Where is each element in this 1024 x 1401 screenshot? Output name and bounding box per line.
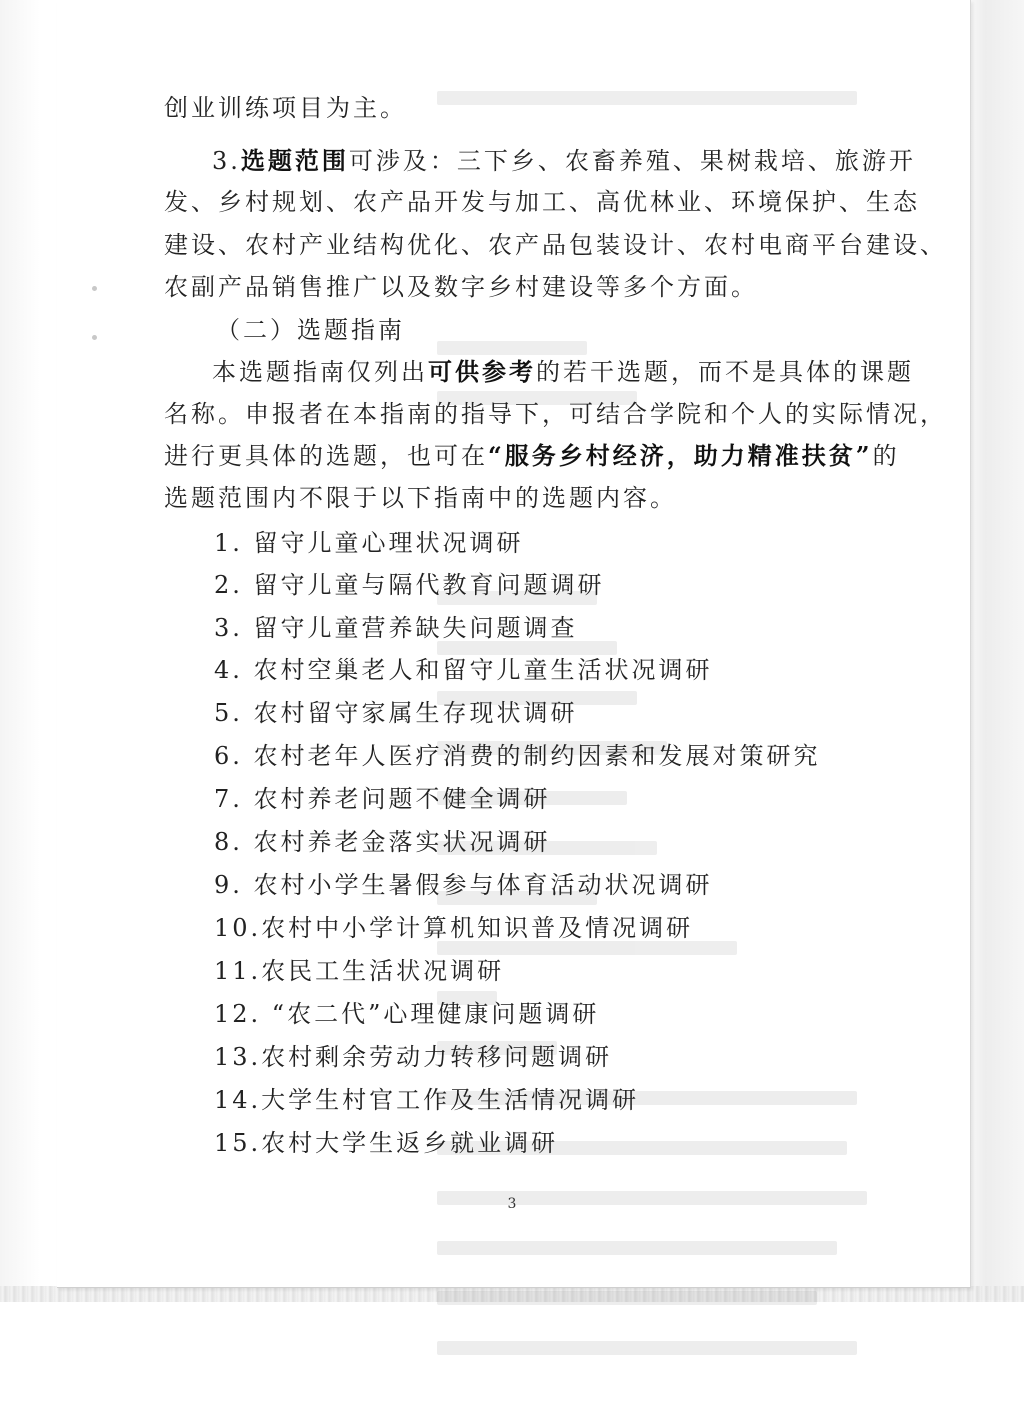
paragraph-line — [212, 146, 916, 176]
scan-speck — [92, 335, 97, 340]
bold-term: 选题范围 — [240, 146, 349, 175]
list-item: 8. 农村养老金落实状况调研 — [214, 828, 551, 856]
paragraph-line — [164, 441, 900, 471]
list-item: 11.农民工生活状况调研 — [214, 957, 505, 985]
list-item: 4. 农村空巢老人和留守儿童生活状况调研 — [214, 656, 713, 684]
paragraph-line: 建设、农村产业结构优化、农产品包装设计、农村电商平台建设、 — [164, 231, 947, 259]
list-item: 15.农村大学生返乡就业调研 — [214, 1129, 559, 1157]
list-item: 3. 留守儿童营养缺失问题调查 — [214, 614, 578, 642]
list-item: 9. 农村小学生暑假参与体育活动状况调研 — [214, 871, 713, 899]
list-item: 6. 农村老年人医疗消费的制约因素和发展对策研究 — [214, 742, 821, 770]
list-item: 13.农村剩余劳动力转移问题调研 — [214, 1043, 613, 1071]
list-item: 10.农村中小学计算机知识普及情况调研 — [214, 914, 694, 942]
page-number: 3 — [507, 1196, 517, 1212]
text-run: 可涉及：三下乡、农畜养殖、果树栽培、旅游开 — [348, 147, 916, 175]
paragraph-line — [212, 357, 914, 387]
list-item: 5. 农村留守家属生存现状调研 — [214, 699, 578, 727]
paragraph-line: 创业训练项目为主。 — [164, 94, 407, 122]
text-run: 本选题指南仅列出 — [212, 358, 428, 386]
scan-speck — [92, 286, 97, 291]
scan-edge — [0, 1286, 1024, 1302]
paragraph-line: 名称。申报者在本指南的指导下，可结合学院和个人的实际情况， — [164, 400, 947, 428]
paragraph-line: 选题范围内不限于以下指南中的选题内容。 — [164, 484, 677, 512]
list-item: 1. 留守儿童心理状况调研 — [214, 529, 524, 557]
text-run: 进行更具体的选题，也可在 — [164, 442, 488, 470]
text-run: 的 — [872, 442, 900, 470]
paragraph-line: 农副产品销售推广以及数字乡村建设等多个方面。 — [164, 273, 758, 301]
text-run: 的若干选题，而不是具体的课题 — [536, 358, 914, 386]
list-item: 7. 农村养老问题不健全调研 — [214, 785, 551, 813]
list-item: 2. 留守儿童与隔代教育问题调研 — [214, 571, 605, 599]
bold-term: “服务乡村经济，助力精准扶贫” — [488, 441, 873, 470]
paragraph-line: 发、乡村规划、农产品开发与加工、高优林业、环境保护、生态 — [164, 188, 920, 216]
bold-term: 可供参考 — [428, 357, 536, 386]
list-item: 12. “农二代”心理健康问题调研 — [214, 1000, 600, 1028]
item-number: 3. — [212, 147, 241, 175]
list-item: 14.大学生村官工作及生活情况调研 — [214, 1086, 640, 1114]
section-heading: （二）选题指南 — [216, 316, 405, 344]
